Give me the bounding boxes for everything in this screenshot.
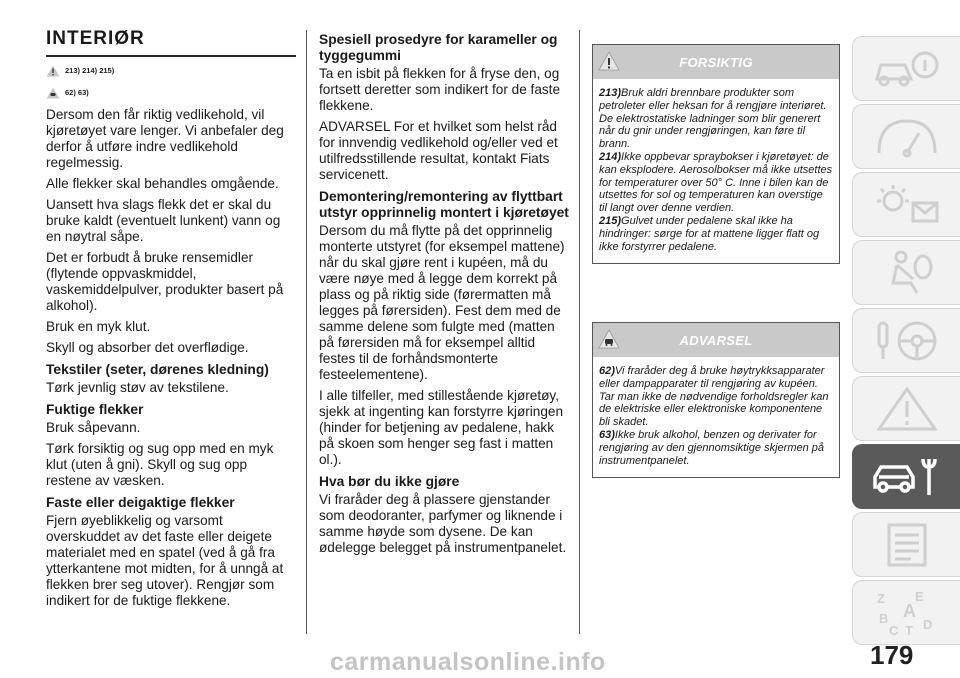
tab-safety[interactable] [852, 240, 960, 305]
page-title: INTERIØR [46, 28, 296, 57]
middle-column [319, 32, 569, 561]
tab-technical-specs[interactable] [852, 512, 960, 577]
paragraph: Ta en isbit på flekken for å fryse den, og fortsett deretter som indikert for de faste flekkene. [319, 66, 561, 113]
warning-item: 214)Ikke oppbevar spraybokser i kjøretøyet: de kan eksplodere. Aerosolbokser må ikke utsettes for temperaturer over 50° C. Inne i bilen kan de utsettes for sol og temperaturen kan overstige til langt over denne verdien. [599, 150, 833, 215]
warning-box-body [593, 79, 839, 263]
index-letters-icon [871, 589, 943, 637]
caution-box-title: ADVARSEL [679, 333, 753, 348]
warning-box [592, 44, 840, 264]
paragraph: Bruk såpevann. [46, 420, 141, 435]
greasy-stains-heading: Faste eller deigaktige flekker [46, 495, 235, 510]
index-letter: Z [877, 591, 885, 606]
warning-triangle-icon [46, 65, 60, 77]
paragraph: Fjern øyeblikkelig og varsomt overskuddet av det faste eller deigete materialet med en spatel (ved å gå fra ytterkantene mot midten, for å unngå at flekken brer seg utover). Rengjør som indikert for de fuktige flekkene. [46, 513, 284, 608]
tab-maintenance[interactable] [852, 444, 960, 509]
tab-car-info[interactable] [852, 36, 960, 101]
caution-item: 63)Ikke bruk alkohol, benzen og derivater for rengjøring av den gjennomsiktige skjermen på instrumentpanelet. [599, 428, 825, 467]
tab-index[interactable] [852, 580, 960, 645]
textiles-heading: Tekstiler (seter, dørenes kledning) [46, 362, 269, 377]
warning-triangle-icon [871, 385, 943, 433]
warning-item: 215)Gulvet under pedalene skal ikke ha hindringer: sørge for at mattene ligger flatt og ikke forstyrrer pedalene. [599, 214, 820, 253]
paragraph: Vi fraråder deg å plassere gjenstander som deodoranter, parfymer og liknende i samme høyde som dysene. De kan ødelegge belegget på instrumentpanelet. [319, 492, 567, 555]
index-letter: E [915, 589, 924, 604]
warning-box-title: FORSIKTIG [679, 55, 753, 70]
paragraph: Dersom du må flytte på det opprinnelig monterte utstyret (for eksempel mattene) når du skal gjøre rent i kupéen, må du være nøye med å legge dem korrekt på plass og på riktig side (førermatten må legges på førersiden). Fest dem med de samme delene som fulgte med (matten på førersiden må for eksempel alltid festes til de forhåndsmonterte festeelementene). [319, 223, 565, 382]
tab-starting-driving[interactable] [852, 308, 960, 373]
tab-warning-lights[interactable] [852, 172, 960, 237]
warning-refs: 213) 214) 215) [46, 62, 296, 79]
warning-box-header [593, 45, 839, 79]
car-caution-icon [46, 87, 60, 99]
page-number: 179 [870, 640, 914, 670]
index-letter: B [879, 611, 889, 626]
paragraph: Tørk forsiktig og sug opp med en myk klut (uten å gni). Skyll og sug opp restene av væsken. [46, 441, 274, 488]
index-letter: C [889, 623, 899, 637]
spec-sheet-icon [871, 521, 943, 569]
liquid-stains-heading: Fuktige flekker [46, 402, 144, 417]
caution-item: 62)Vi fraråder deg å bruke høytrykksapparater eller dampapparater til rengjøring av kupéen. Tar man ikke de nødvendige forholdsregler kan de elektriske eller elektroniske komponentene bli skadet. [599, 365, 829, 429]
column-divider [306, 30, 307, 634]
paragraph: Bruk en myk klut. [46, 319, 151, 334]
steering-wheel-icon [871, 317, 943, 365]
caution-refs: 62) 63) [46, 84, 296, 101]
left-column [46, 28, 296, 614]
dont-heading: Hva bør du ikke gjøre [319, 474, 460, 489]
index-letter: T [905, 623, 913, 637]
paragraph: Det er forbudt å bruke rensemidler (flytende oppvaskmiddel, vaskemiddelpulver, produkter basert på alkohol). [46, 250, 284, 313]
warning-item: 213)Bruk aldri brennbare produkter som petroleter eller heksan for å rengjøre interiøret. De elektrostatiske ladninger som blir generert når du gnir under rengjøringen, kan føre til brann. [599, 87, 827, 151]
caution-box [592, 322, 840, 478]
paragraph: Alle flekker skal behandles omgående. [46, 176, 279, 191]
airbag-person-icon [871, 249, 943, 297]
paragraph: Uansett hva slags flekk det er skal du bruke kaldt (eventuelt lunkent) vann og en nøytral såpe. [46, 197, 281, 244]
index-letter: A [903, 601, 916, 621]
paragraph: Dersom den får riktig vedlikehold, vil kjøretøyet vare lenger. Vi anbefaler deg derfor å utføre indre vedlikehold regelmessig. [46, 107, 284, 170]
caution-box-body [593, 357, 839, 477]
dashboard-icon [871, 113, 943, 161]
column-divider [579, 30, 580, 634]
caution-box-header [593, 323, 839, 357]
watermark: carmanualsonline.info [330, 648, 606, 676]
caramel-heading: Spesiell prosedyre for karameller og tyggegummi [319, 32, 558, 63]
car-info-icon [871, 45, 943, 93]
warning-lights-icon [871, 181, 943, 229]
mats-heading: Demontering/remontering av flyttbart utstyr opprinnelig montert i kjøretøyet [319, 189, 569, 220]
paragraph: I alle tilfeller, med stillestående kjøretøy, sjekk at ingenting kan forstyrre kjøringen (hinder for betjening av pedalene, hakk på skoen som henger seg fast i matten ol.). [319, 388, 564, 467]
paragraph: Tørk jevnlig støv av tekstilene. [46, 380, 229, 395]
paragraph: Skyll og absorber det overflødige. [46, 340, 249, 355]
paragraph: ADVARSEL For et hvilket som helst råd for innvendig vedlikehold og/eller ved et utilfredsstillende resultat, kontakt Fiats servicenett. [319, 119, 558, 182]
tab-in-an-emergency[interactable] [852, 376, 960, 441]
index-letter: D [923, 617, 933, 632]
tab-dashboard[interactable] [852, 104, 960, 169]
car-wrench-icon [871, 453, 943, 501]
